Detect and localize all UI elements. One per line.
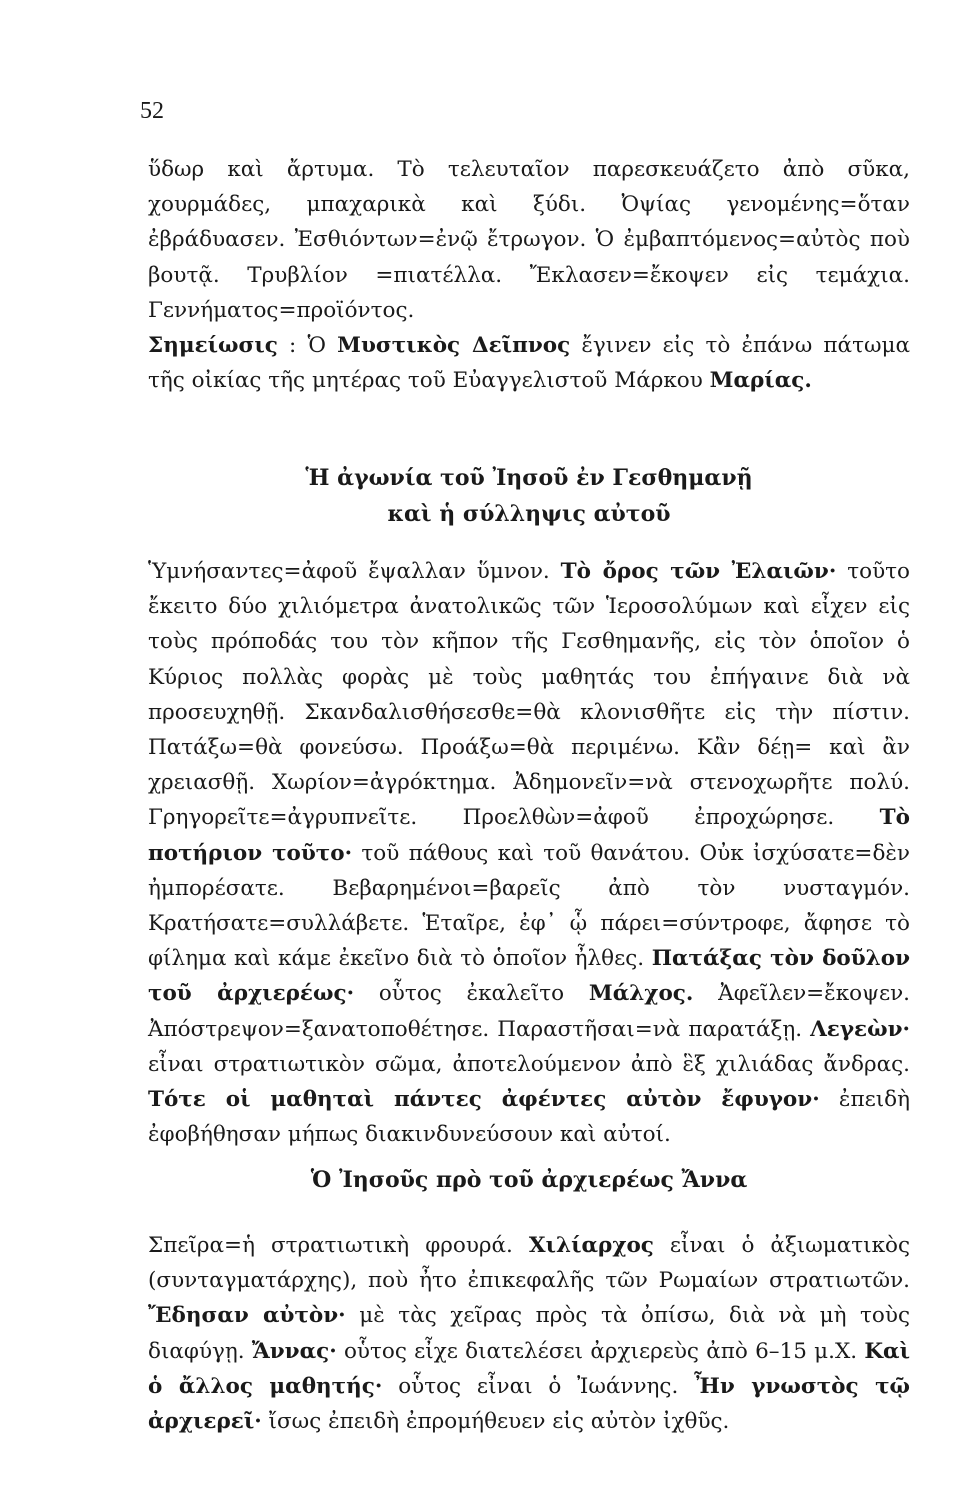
note-separator: : [277,333,308,359]
section-heading-gethsemane [148,460,910,532]
text-run: Ὑμνήσαντες=ἀφοῦ ἔψαλλαν ὕμνον. [148,559,561,584]
bold-term: Ἄννας· [251,1338,337,1364]
anna-paragraph [148,1228,910,1439]
heading-line-1: Ἡ ἀγωνία τοῦ Ἰησοῦ ἐν Γεσθημανῇ [305,465,753,491]
text-run: Ἀφεῖλεν=ἔκοψεν. Ἀπόστρεψον=ξανατοποθέτησε. Παραστῆσαι=νὰ παρατάξῃ. [148,981,910,1042]
text-run: τοῦτο ἔκειτο δύο χιλιόμετρα ἀνατολικῶς τῶν Ἱεροσολύμων καὶ εἶχεν εἰς τοὺς πρόποδάς του τὸν κῆπον τῆς Γεσθημανῆς, εἰς τὸν ὁποῖον ὁ Κύριος πολλὰς φορὰς μὲ τοὺς μαθητάς του ἐπήγαινε διὰ νὰ προσευχηθῇ. Σκανδαλισθήσεσθε=θὰ κλονισθῆτε εἰς τὴν πίστιν. Πατάξω=θὰ φονεύσω. Προάξω=θὰ περιμένω. Κἂν δέῃ= καὶ ἂν χρειασθῇ. Χωρίον=ἀγρόκτημα. Ἀδημονεῖν=νὰ στενοχωρῆτε πολύ. Γρηγορεῖτε=ἀγρυπνεῖτε. Προελθὼν=ἀφοῦ ἐπροχώρησε. [148,559,910,831]
note-label: Σημείωσις [148,333,278,359]
text-run: οὗτος ἐκαλεῖτο [354,981,589,1007]
text-run: μὲ τὰς χεῖρας πρὸς τὰ ὀπίσω, διὰ νὰ μὴ τοὺς διαφύγῃ. [148,1303,910,1364]
text-run: τοῦ πάθους καὶ τοῦ θανάτου. Οὐκ ἰσχύσατε=δὲν ἠμπορέσατε. Βεβαρημένοι=βαρεῖς ἀπὸ τὸν νυσταγμόν. Κρατήσατε=συλλάβετε. Ἑταῖρε, ἐφ᾽ ᾧ πάρει=σύντροφε, ἄφησε τὸ φίλημα καὶ κάμε ἐκεῖνο διὰ τὸ ὁποῖον ἦλθες. [148,840,910,972]
intro-paragraph [148,152,910,398]
note-text: ἔγινεν εἰς τὸ ἐπάνω πάτωμα τῆς οἰκίας τῆς μητέρας τοῦ Εὐαγγελιστοῦ Μάρκου [148,333,910,394]
bold-term: Μάλχος. [588,981,694,1007]
bold-term: Λεγεὼν· [810,1016,910,1042]
heading-line-2: καὶ ἡ σύλληψις αὐτοῦ [387,501,671,527]
text-run: οὗτος εἶναι ὁ Ἰωάννης. [382,1373,695,1399]
text-run: οὗτος εἶχε διατελέσει ἀρχιερεὺς ἀπὸ 6–15 μ.Χ. [336,1338,865,1364]
text-run: ἴσως ἐπειδὴ ἐπρομήθευεν εἰς αὐτὸν ἰχθῦς. [261,1409,730,1435]
bold-term: Καὶ ὁ ἄλλος μαθητής· [148,1338,910,1399]
bold-term: Ἦν γνωστὸς τῷ ἀρχιερεῖ· [148,1373,911,1435]
gethsemane-paragraph [148,554,910,1152]
bold-term: Τὸ ποτήριον τοῦτο· [148,805,910,866]
text-run: ἐπειδὴ ἐφοβήθησαν μήπως διακινδυνεύσουν καὶ αὐτοί. [148,1087,910,1148]
note-lead: Ὁ [307,333,338,359]
note-end: Μαρίας. [709,368,812,394]
intro-text: ὕδωρ καὶ ἄρτυμα. Τὸ τελευταῖον παρεσκευάζετο ἀπὸ σῦκα, χουρμάδες, μπαχαρικὰ καὶ ξύδι. Ὀψίας γενομένης=ὅταν ἐβράδυασεν. Ἐσθιόντων=ἐνῷ ἔτρωγον. Ὁ ἐμβαπτόμενος=αὐτὸς ποὺ βουτᾷ. Τρυβλίον =πιατέλλα. Ἔκλασεν=ἔκοψεν εἰς τεμάχια. Γεννήματος=προϊόντος. [148,157,910,323]
note-bold-term: Μυστικὸς Δεῖπνος [337,333,571,359]
section-heading-anna: Ὁ Ἰησοῦς πρὸ τοῦ ἀρχιερέως Ἄννα [310,1167,748,1193]
bold-term: Πατάξας τὸν δοῦλον τοῦ ἀρχιερέως· [148,946,911,1007]
bold-term: Χιλίαρχος [528,1233,654,1258]
bold-term: Τότε οἱ μαθηταὶ πάντες ἀφέντες αὐτὸν ἔφυγον· [148,1087,820,1113]
text-run: Σπεῖρα=ἡ στρατιωτικὴ φρουρά. [148,1233,529,1258]
text-run: εἶναι στρατιωτικὸν σῶμα, ἀποτελούμενον ἀπὸ ἓξ χιλιάδας ἄνδρας. [148,1051,910,1077]
bold-term: Ἔδησαν αὐτὸν· [148,1303,346,1329]
text-run: εἶναι ὁ ἀξιωματικὸς (συνταγματάρχης), ποὺ ἦτο ἐπικεφαλῆς τῶν Ρωμαίων στρατιωτῶν. [148,1233,910,1294]
bold-term: Τὸ ὄρος τῶν Ἐλαιῶν· [560,559,837,584]
page-number: 52 [140,98,164,124]
